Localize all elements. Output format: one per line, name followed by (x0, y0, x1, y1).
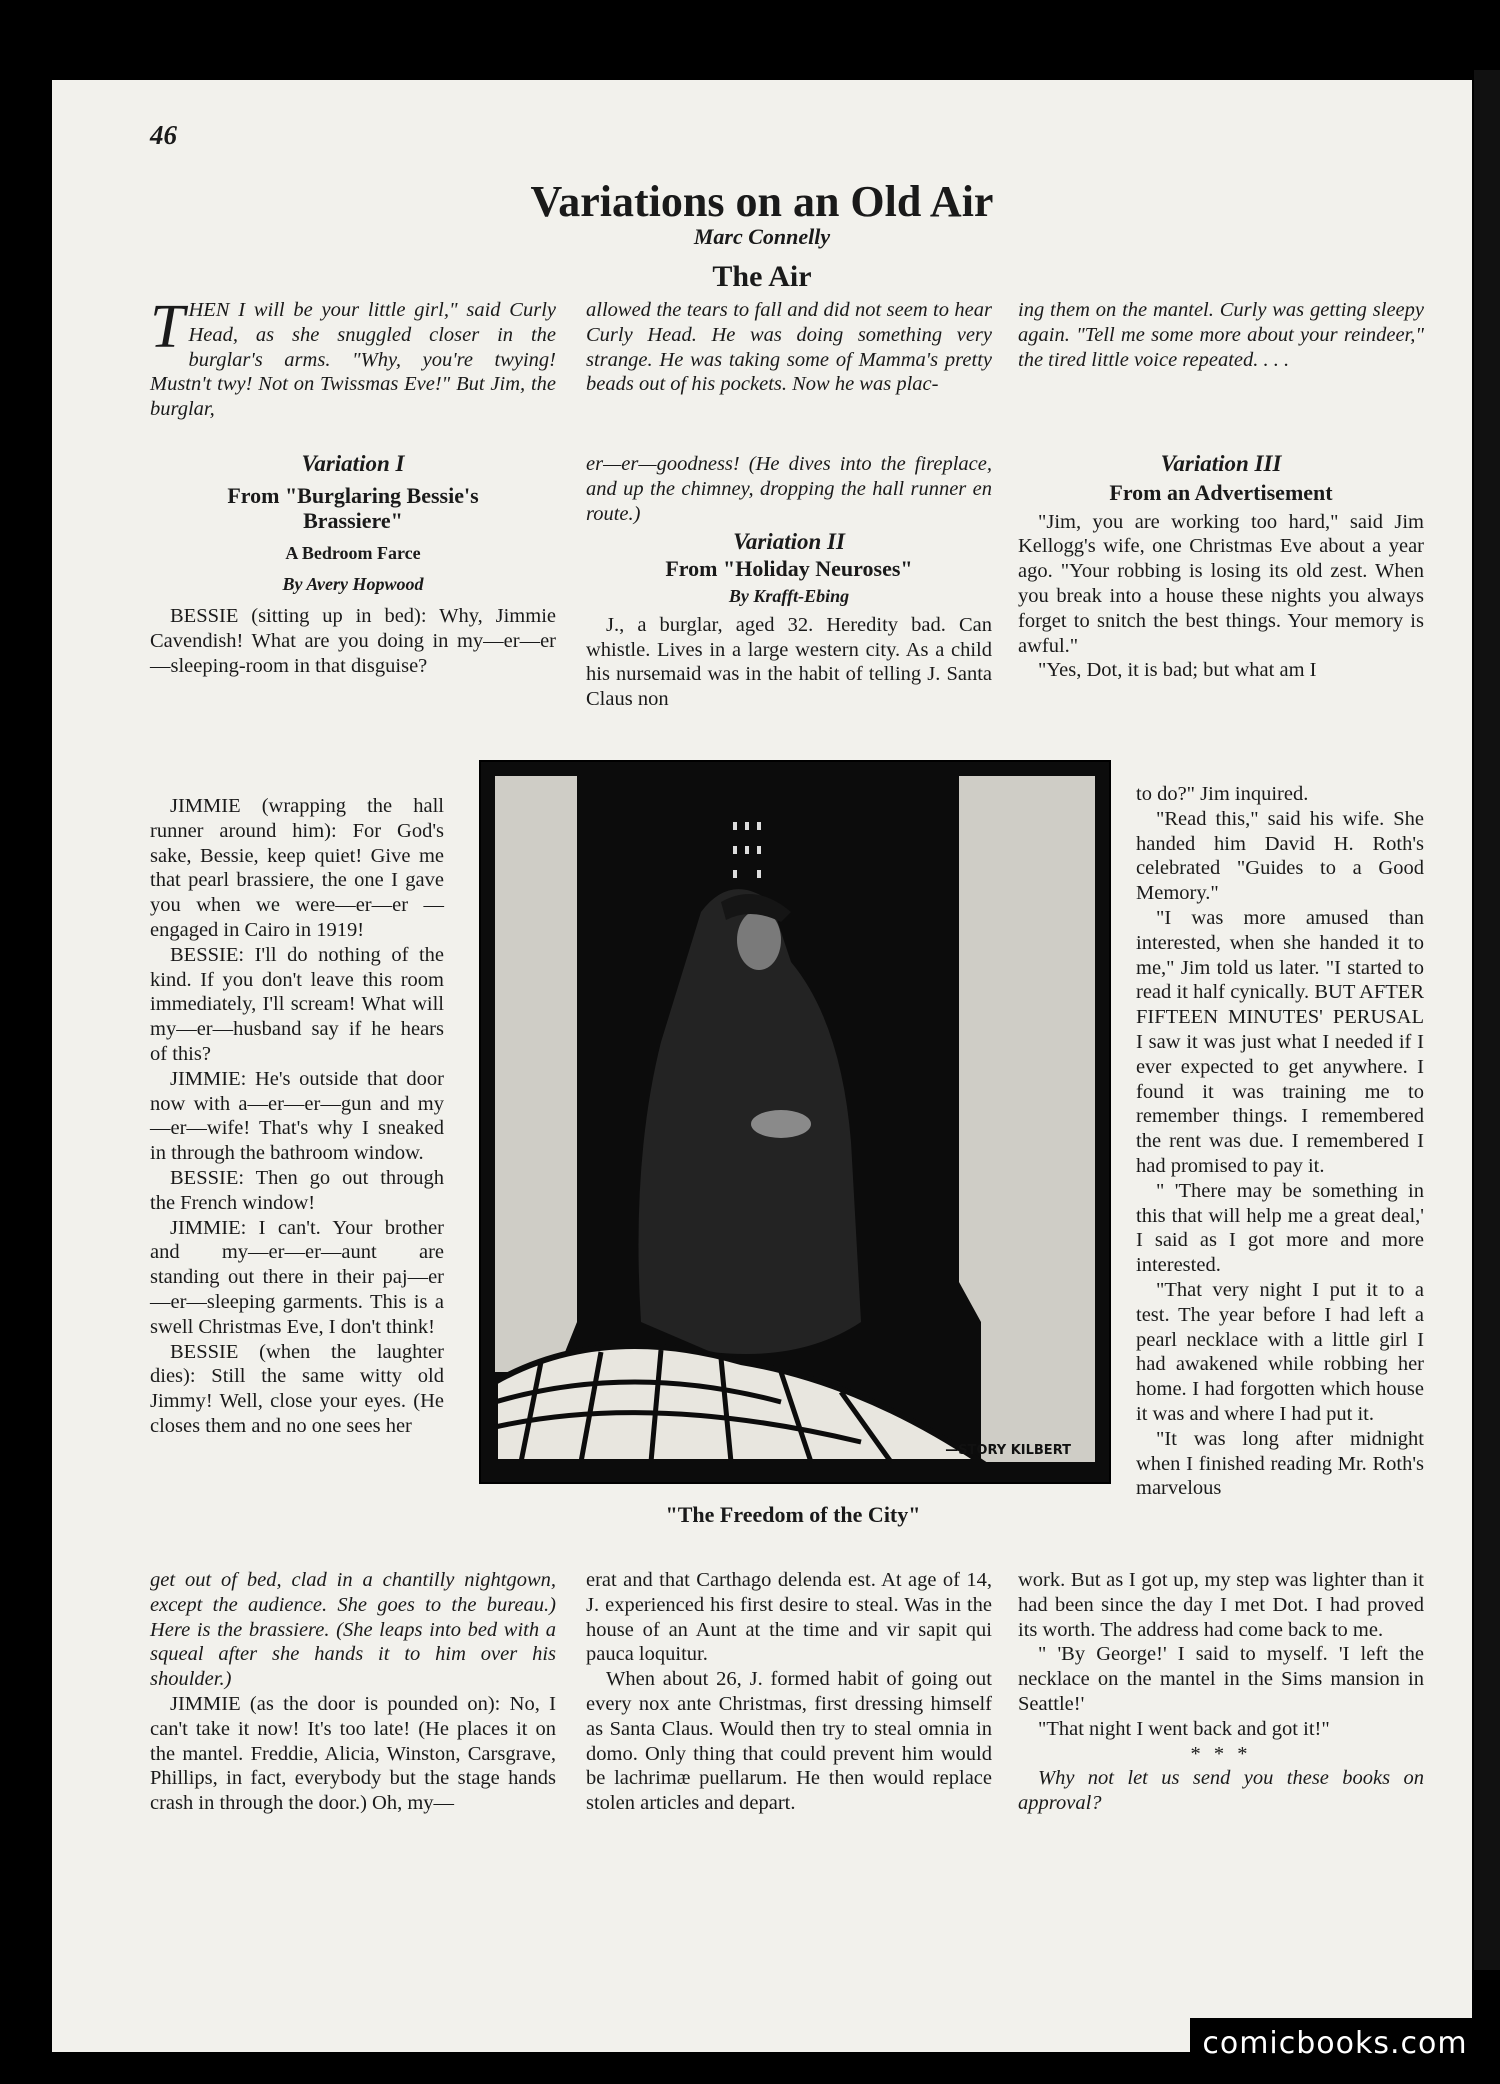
variation-2-byline: By Krafft-Ebing (728, 585, 850, 606)
magazine-page (52, 80, 1472, 2052)
variation-3-from: From an Advertisement (1109, 479, 1333, 505)
variation-1-header (150, 452, 556, 679)
illustration-caption: "The Freedom of the City" (665, 1502, 921, 1527)
variation-2-para: When about 26, J. formed habit of going out every nox ante Christmas, first dressing himself as Santa Claus. Would then try to steal omnia in domo. Only thing that could prevent him would be lachrimæ puellarum. He then would replace stolen articles and depart. (586, 1668, 992, 1815)
variation-2-para: erat and that Carthago delenda est. At age of 14, J. experienced his first desire to steal. Was in the house of an Aunt at the time and vir sapit qui pauca loquitur. (586, 1569, 992, 1666)
variation-1-para: BESSIE (sitting up in bed): Why, Jimmie Cavendish! What are you doing in my—er—er—sleeping-room in that disguise? (150, 605, 556, 677)
section-stars: * * * (1190, 1742, 1252, 1765)
variation-1-para: JIMMIE: I can't. Your brother and my—er—er—aunt are standing out there in their paj—er—er—sleeping garments. This is a swell Christmas Eve, I don't think! (150, 1216, 444, 1338)
variation-3-para: " 'By George!' I said to myself. 'I left the necklace on the mantel in the Sims mansion in Seattle!' (1018, 1643, 1424, 1715)
variation-1-narrow (150, 794, 444, 1439)
variation-1-para: BESSIE: Then go out through the French window! (150, 1166, 444, 1214)
variation-3-para: "Read this," said his wife. She handed him David H. Roth's celebrated "Guides to a Good Memory." (1136, 807, 1424, 905)
variation-3-narrow (1136, 782, 1424, 1501)
variation-2-top (586, 452, 992, 712)
variation-3-para: "I was more amused than interested, when she handed it to me," Jim told us later. "I started to read it half cynically. BUT AFTER FIFTEEN MINUTES' PERUSAL I saw it was just what I needed if I ever expected to get anywhere. I found it was training me to remember things. I remembered the rent was due. I remembered I had promised to pay it. (1136, 906, 1424, 1177)
variation-1-para: BESSIE (when the laughter dies): Still the same witty old Jimmy! Well, close your eyes. (He closes them and no one sees her (150, 1340, 444, 1437)
variation-2-from: From "Holiday Neuroses" (665, 556, 913, 582)
illustration (479, 760, 1111, 1484)
variation-3-para: work. But as I got up, my step was lighter than it had been since the day I met Dot. I had proved its worth. The address had come back to me. (1018, 1569, 1424, 1641)
variation-1-para: JIMMIE: He's outside that door now with a—er—er—gun and my—er—wife! That's why I sneaked in through the bathroom window. (150, 1067, 444, 1165)
variation-1-from: From "Burglaring Bessie's Brassiere" (227, 482, 479, 533)
burglar-illustration (481, 762, 1109, 1482)
intro-col-2: allowed the tears to fall and did not seem to hear Curly Head. He was doing something very strange. He was taking some of Mamma's pretty beads out of his pockets. Now he was plac- (586, 299, 992, 396)
variation-3-bottom (1018, 1568, 1424, 1816)
article-author: Marc Connelly (693, 224, 831, 249)
variation-1-kind: A Bedroom Farce (285, 542, 421, 563)
variation-3-para: "Yes, Dot, it is bad; but what am I (1038, 659, 1317, 682)
variation-1-bottom (150, 1568, 556, 1816)
variation-2-heading: Variation II (733, 529, 845, 555)
article-title: Variations on an Old Air (530, 177, 994, 226)
variation-3-para: "That night I went back and got it!" (1038, 1717, 1330, 1740)
intro-text-1: HEN I will be your little girl," said Curly Head, as she snuggled closer in the burglar's arms. "Why, you're twying! Mustn't twy! Not on Twissmas Eve!" But Jim, the burglar, (150, 299, 556, 421)
variation-2-bottom (586, 1568, 992, 1816)
closing-line: Why not let us send you these books on approval? (1018, 1767, 1424, 1815)
variation-3-para: to do?" Jim inquired. (1136, 783, 1309, 805)
variation-3-para: "Jim, you are working too hard," said Jim Kellogg's wife, one Christmas Eve about a year ago. "Your robbing is losing its old zest. When you break into a house these nights you always forget to snitch the best things. Your memory is awful." (1018, 510, 1424, 657)
variation-3-top (1018, 452, 1424, 683)
variation-1-byline: By Avery Hopwood (282, 573, 424, 594)
variation-1-heading: Variation I (301, 451, 405, 476)
variation-3-para: " 'There may be something in this that will help me a great deal,' I said as I got more and more interested. (1136, 1179, 1424, 1277)
variation-1-para: BESSIE: I'll do nothing of the kind. If you don't leave this room immediately, I'll scream! What will my—er—husband say if he hears of this? (150, 943, 444, 1065)
variation-3-heading: Variation III (1160, 451, 1282, 476)
section-heading: The Air (712, 260, 812, 293)
variation-2-para: J., a burglar, aged 32. Heredity bad. Can whistle. Lives in a large western city. As a child his nursemaid was in the habit of telling J. Santa Claus non (586, 613, 992, 711)
page-edge (1474, 70, 1500, 1970)
intro-col-3: ing them on the mantel. Curly was getting sleepy again. "Tell me some more about your reindeer," the tired little voice repeated. . . . (1018, 299, 1424, 371)
variation-2-lead: er—er—goodness! (He dives into the fireplace, and up the chimney, dropping the hall runner en route.) (586, 453, 992, 525)
variation-3-para: "It was long after midnight when I finished reading Mr. Roth's marvelous (1136, 1427, 1424, 1500)
page-number: 46 (150, 120, 177, 150)
watermark: comicbooks.com (1190, 2018, 1480, 2070)
variation-1-para: JIMMIE (wrapping the hall runner around him): For God's sake, Bessie, keep quiet! Give me that pearl brassiere, the one I gave you when we were—er—er —engaged in Cairo in 1919! (150, 795, 444, 941)
intro-col-1 (150, 293, 556, 422)
variation-1-para: JIMMIE (as the door is pounded on): No, I can't take it now! It's too late! (He places it on the mantel. Freddie, Alicia, Winston, Carsgrave, Phillips, in fact, everybody but the stage hands crash in through the door.) Oh, my— (150, 1692, 556, 1815)
variation-1-para: get out of bed, clad in a chantilly nightgown, except the audience. She goes to the bureau.) Here is the brassiere. (She leaps into bed with a squeal after she hands it to him over his shoulder.) (150, 1569, 556, 1691)
variation-3-para: "That very night I put it to a test. The year before I had left a pearl necklace with a little girl I had awakened while robbing her home. I had forgotten which house it was and where I had put it. (1136, 1278, 1424, 1425)
drop-cap: T (150, 293, 185, 361)
artist-signature: —STORY KILBERT (945, 1443, 1071, 1458)
